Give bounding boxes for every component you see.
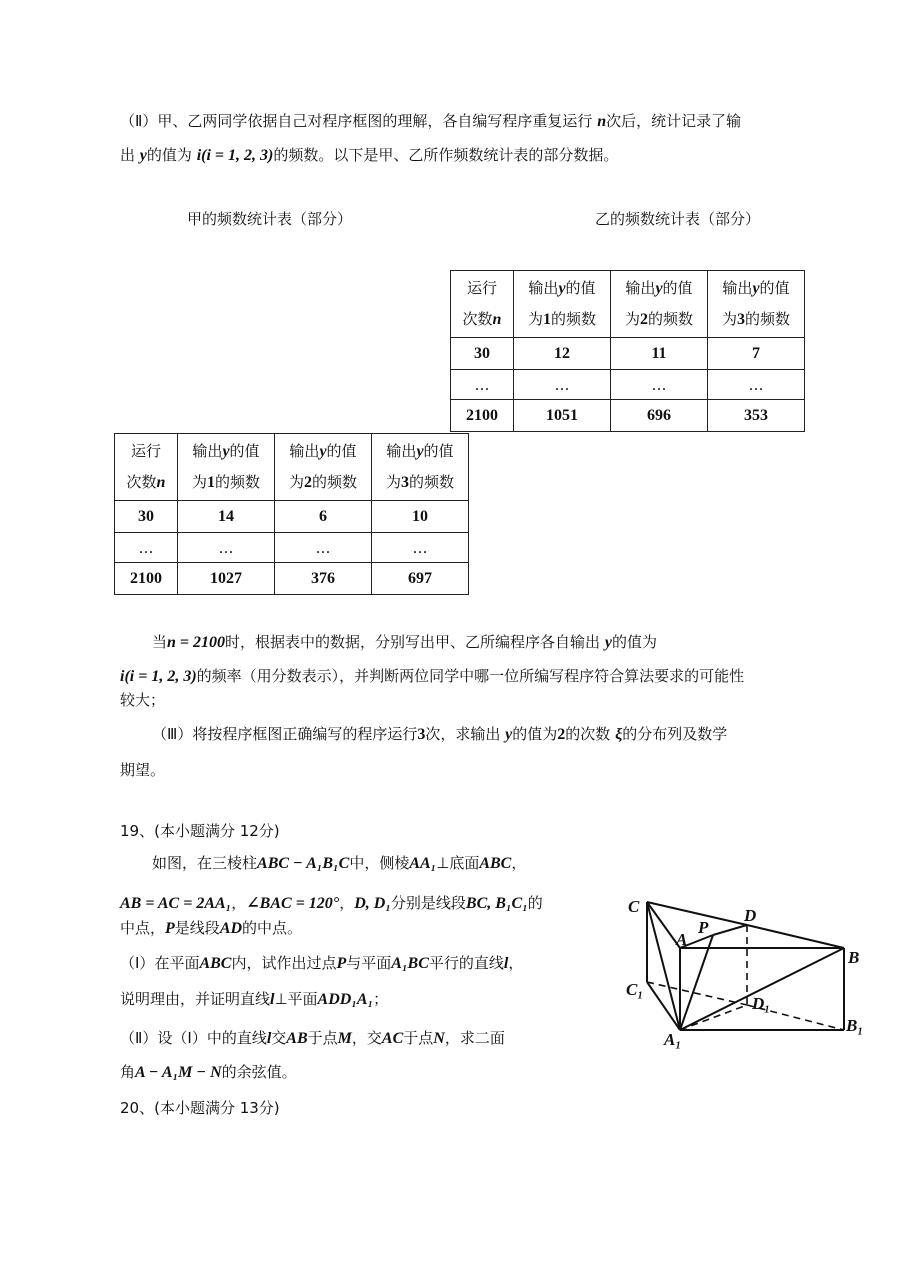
table-cell: 2100	[115, 563, 178, 595]
label-C1: C₁	[626, 980, 644, 999]
table-cell: …	[514, 370, 611, 400]
label-B: B	[848, 948, 860, 967]
label-D1: D₁	[752, 994, 771, 1013]
table-cell: …	[275, 533, 372, 563]
q19-line2: AB = AC = 2AA₁，∠BAC = 120°，D, D₁分别是线段BC, B₁C₁的	[120, 894, 543, 912]
part2-intro-line1: （Ⅱ）甲、乙两同学依据自己对程序框图的理解，各自编写程序重复运行 n次后，统计记录了输	[120, 112, 742, 130]
table-cell: …	[708, 370, 805, 400]
table-row	[115, 533, 469, 563]
part2-question-line1: 当n = 2100时，根据表中的数据，分别写出甲、乙所编程序各自输出 y的值为	[152, 633, 657, 651]
table-cell: 1027	[178, 563, 275, 595]
caption-jia: 甲的频数统计表（部分）	[187, 210, 353, 228]
part3-line1: （Ⅲ）将按程序框图正确编写的程序运行3次，求输出 y的值为2的次数 ξ的分布列及数学	[152, 725, 728, 743]
header-y3: 输出y的值 为3的频数	[708, 271, 805, 338]
header-y1: 输出y的值 为1的频数	[514, 271, 611, 338]
table-cell: 697	[372, 563, 469, 595]
header-run-count: 运行 次数n	[451, 271, 514, 338]
label-C: C	[628, 897, 640, 916]
header-y3: 输出y的值 为3的频数	[372, 434, 469, 501]
table-jia	[114, 433, 469, 595]
q19-line1: 如图，在三棱柱ABC − A₁B₁C中，侧棱AA₁⊥底面ABC，	[152, 854, 527, 872]
table-cell: …	[451, 370, 514, 400]
table-cell: 10	[372, 501, 469, 533]
table-cell: 7	[708, 338, 805, 370]
table-cell: …	[372, 533, 469, 563]
table-cell: 14	[178, 501, 275, 533]
header-y2: 输出y的值 为2的频数	[275, 434, 372, 501]
edge-DB	[747, 925, 844, 948]
label-P: P	[698, 918, 709, 937]
prism-figure	[620, 885, 880, 1050]
table-cell: 30	[451, 338, 514, 370]
table-yi	[450, 270, 805, 432]
table-row	[115, 563, 469, 595]
table-row	[451, 400, 805, 432]
table-cell: 12	[514, 338, 611, 370]
table-cell: 2100	[451, 400, 514, 432]
header-y2: 输出y的值 为2的频数	[611, 271, 708, 338]
table-cell: …	[178, 533, 275, 563]
table-cell: 696	[611, 400, 708, 432]
header-y1: 输出y的值 为1的频数	[178, 434, 275, 501]
table-header-row	[451, 271, 805, 338]
q19-part2-line2: 角A − A₁M − N的余弦值。	[120, 1063, 297, 1081]
table-row	[451, 338, 805, 370]
table-cell: …	[611, 370, 708, 400]
table-header-row	[115, 434, 469, 501]
header-run-count: 运行 次数n	[115, 434, 178, 501]
part2-question-line3: 较大；	[120, 691, 166, 709]
q19-part1-line1: （Ⅰ）在平面ABC内，试作出过点P与平面A₁BC平行的直线l，	[120, 954, 524, 972]
table-cell: 353	[708, 400, 805, 432]
q19-heading: 19、(本小题满分 12分)	[120, 822, 280, 840]
caption-yi: 乙的频数统计表（部分）	[595, 210, 761, 228]
table-cell: 11	[611, 338, 708, 370]
table-row	[115, 501, 469, 533]
q19-line3: 中点，P是线段AD的中点。	[120, 919, 303, 937]
edge-C1D1	[647, 982, 747, 1005]
q19-part2-line1: （Ⅱ）设（Ⅰ）中的直线l交AB于点M，交AC于点N，求二面	[120, 1029, 505, 1047]
part2-intro-line2: 出 y的值为 i(i = 1, 2, 3)的频数。以下是甲、乙所作频数统计表的部分数据。	[120, 146, 619, 164]
part2-question-line2: i(i = 1, 2, 3)的频率（用分数表示），并判断两位同学中哪一位所编写程序符合算法要求的可能性	[120, 667, 745, 685]
q20-heading: 20、(本小题满分 13分)	[120, 1099, 280, 1117]
table-cell: 376	[275, 563, 372, 595]
label-A: A	[676, 930, 688, 949]
label-B1: B₁	[846, 1016, 864, 1035]
table-cell: …	[115, 533, 178, 563]
q19-part1-line2: 说明理由，并证明直线l⊥平面ADD₁A₁；	[120, 990, 389, 1008]
table-row	[451, 370, 805, 400]
table-cell: 6	[275, 501, 372, 533]
label-A1: A₁	[664, 1030, 682, 1049]
label-D: D	[744, 906, 757, 925]
table-cell: 30	[115, 501, 178, 533]
edge-PD	[713, 925, 747, 935]
part3-line2: 期望。	[120, 761, 166, 779]
table-cell: 1051	[514, 400, 611, 432]
edge-A1D1	[680, 1005, 747, 1030]
edge-CA1	[647, 902, 680, 1030]
